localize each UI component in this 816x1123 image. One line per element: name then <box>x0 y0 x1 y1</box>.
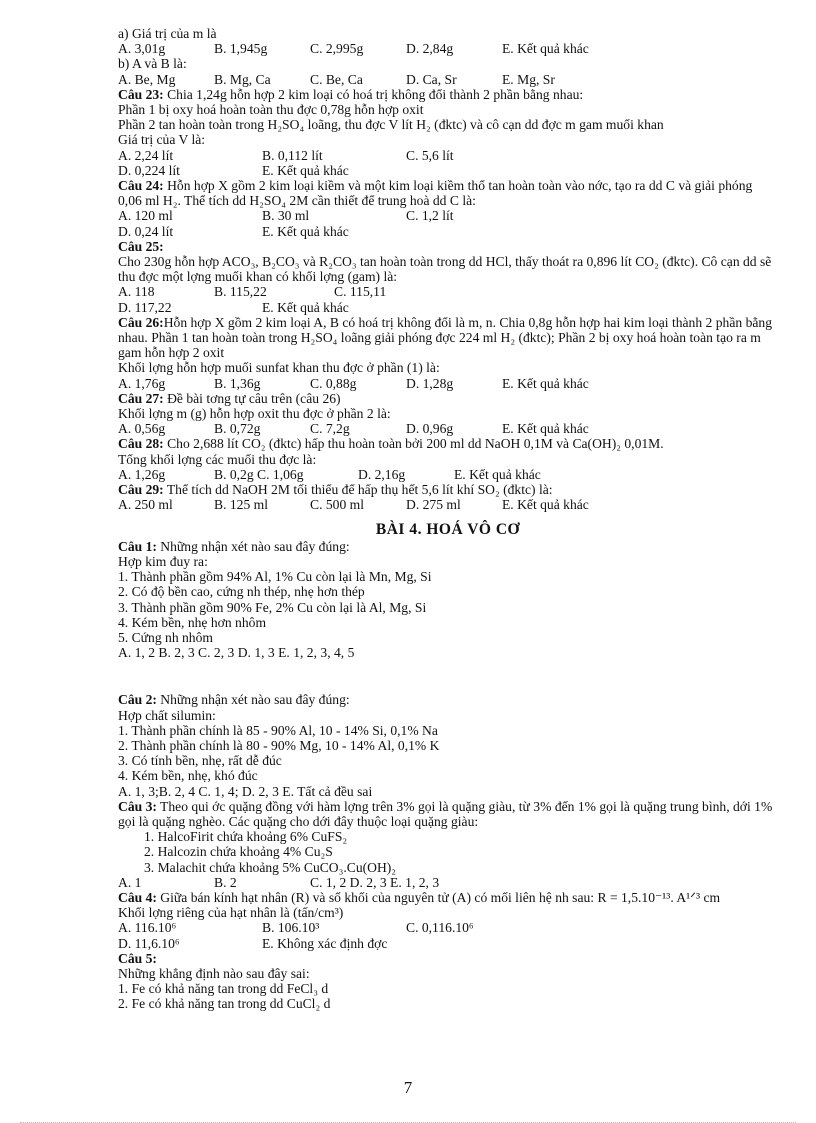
question-27: Câu 27: Đề bài tơng tự câu trên (câu 26) <box>118 390 341 406</box>
text-line: Hợp kim đuy ra: <box>118 553 208 569</box>
list-item: 2. Fe có khả năng tan trong dd CuCl₂ d <box>118 996 331 1012</box>
text-line: a) Giá trị của m là <box>118 26 217 41</box>
text-line: Khối lợng riêng của hạt nhân là (tấn/cm³) <box>118 905 344 921</box>
question-2: Câu 2: Những nhận xét nào sau đây đúng: <box>118 692 350 708</box>
question-3: Câu 3: Theo qui ớc quặng đồng với hàm lợng trên 3% gọi là quặng giàu, từ 3% đến 1% gọi là quặng trung bình, dới 1% gọi là quặng nghèo. Các quặng cho dới đây thuộc loại quặng giàu: <box>118 798 773 829</box>
section-heading: BÀI 4. HOÁ VÔ CƠ <box>375 520 521 538</box>
list-item: 1. Thành phần gồm 94% Al, 1% Cu còn lại là Mn, Mg, Si <box>118 569 432 585</box>
answer-options: D. 117,22 E. Kết quả khác <box>118 299 349 315</box>
text-line: Phần 2 tan hoàn toàn trong H₂SO₄ loãng, thu đợc V lít H₂ (đktc) và cô cạn dd đợc m gam muối khan <box>118 117 664 133</box>
text-line: Hợp chất silumin: <box>118 707 216 723</box>
question-1: Câu 1: Những nhận xét nào sau đây đúng: <box>118 538 350 554</box>
answer-options: A. 2,24 lít B. 0,112 lít C. 5,6 lít <box>118 147 454 163</box>
text-line: Những khẳng định nào sau đây sai: <box>118 965 310 981</box>
answer-options: A. 1, 3;B. 2, 4 C. 1, 4; D. 2, 3 E. Tất cả đều sai <box>118 783 373 799</box>
list-item: 1. HalcoFirit chứa khoảng 6% CuFS₂ <box>144 829 348 845</box>
answer-options: A. 3,01g B. 1,945g C. 2,995g D. 2,84g E. Kết quả khác <box>118 41 589 57</box>
question-23: Câu 23: Chia 1,24g hỗn hợp 2 kim loại có hoá trị không đổi thành 2 phần bằng nhau: <box>118 86 584 102</box>
text-line: Cho 230g hỗn hợp ACO₃, B₂CO₃ và R₂CO₃ tan hoàn toàn trong dd HCl, thấy thoát ra 0,896 lít CO₂ (đktc). Cô cạn dd sẽ thu đợc một lợng muối khan có khối lợng (gam) là: <box>118 254 772 285</box>
list-item: 4. Kém bền, nhẹ, khó đúc <box>118 768 258 784</box>
question-29: Câu 29: Thể tích dd NaOH 2M tối thiểu để hấp thụ hết 5,6 lít khí SO₂ (đktc) là: <box>118 482 553 498</box>
answer-options: A. 116.10⁶ B. 106.10³ C. 0,116.10⁶ <box>118 920 474 936</box>
text-line: b) A và B là: <box>118 56 187 72</box>
question-5: Câu 5: <box>118 950 157 966</box>
list-item: 5. Cứng nh nhôm <box>118 629 213 645</box>
text-line: Khối lợng m (g) hỗn hợp oxit thu đợc ở phần 2 là: <box>118 406 391 422</box>
answer-options: A. 1 B. 2 C. 1, 2 D. 2, 3 E. 1, 2, 3 <box>118 874 440 890</box>
question-28: Câu 28: Cho 2,688 lít CO₂ (đktc) hấp thu hoàn toàn bởi 200 ml dd NaOH 0,1M và Ca(OH)₂ 0,01M. <box>118 436 664 452</box>
answer-options: D. 0,24 lít E. Kết quả khác <box>118 223 349 239</box>
question-4: Câu 4: Giữa bán kính hạt nhân (R) và số khối của nguyên tử (A) có mối liên hệ nh sau: R = 1,5.10⁻¹³. A¹ᐟ³ cm <box>118 889 721 905</box>
list-item: 4. Kém bền, nhẹ hơn nhôm <box>118 614 267 630</box>
spacer <box>118 660 778 692</box>
list-item: 1. Thành phần chính là 85 - 90% Al, 10 - 14% Si, 0,1% Na <box>118 722 438 738</box>
answer-options: D. 11,6.10⁶ E. Không xác định đợc <box>118 935 388 951</box>
answer-options: A. 118 B. 115,22 C. 115,11 <box>118 284 387 300</box>
answer-options: A. Be, Mg B. Mg, Ca C. Be, Ca D. Ca, Sr E. Mg, Sr <box>118 71 555 87</box>
answer-options: A. 1, 2 B. 2, 3 C. 2, 3 D. 1, 3 E. 1, 2, 3, 4, 5 <box>118 645 355 661</box>
text-line: Khối lợng hỗn hợp muối sunfat khan thu đợc ở phần (1) là: <box>118 360 440 376</box>
answer-options: D. 0,224 lít E. Kết quả khác <box>118 162 349 178</box>
page-number: 7 <box>403 1078 413 1097</box>
document-page <box>118 26 778 1012</box>
answer-options: A. 1,76g B. 1,36g C. 0,88g D. 1,28g E. Kết quả khác <box>118 375 589 391</box>
question-25: Câu 25: <box>118 238 164 254</box>
text-line: Phần 1 bị oxy hoá hoàn toàn thu đợc 0,78g hỗn hợp oxit <box>118 102 424 118</box>
question-26: Câu 26:Hỗn hợp X gồm 2 kim loại A, B có hoá trị không đổi là m, n. Chia 0,8g hỗn hợp hai kim loại thành 2 phần bằng nhau. Phần 1 tan hoàn toàn trong H₂SO₄ loãng giải phóng đợc 224 ml H₂ (đktc); Phần 2 bị oxy hoá hoàn toàn tạo ra m gam hỗn hợp 2 oxit <box>118 314 772 361</box>
answer-options: A. 1,26g B. 0,2g C. 1,06g D. 2,16g E. Kết quả khác <box>118 466 541 482</box>
list-item: 2. Halcozin chứa khoảng 4% Cu₂S <box>144 844 333 860</box>
list-item: 2. Thành phần chính là 80 - 90% Mg, 10 - 14% Al, 0,1% K <box>118 737 440 753</box>
list-item: 3. Malachit chứa khoảng 5% CuCO₃.Cu(OH)₂ <box>144 859 397 875</box>
list-item: 1. Fe có khả năng tan trong dd FeCl₃ d <box>118 981 329 997</box>
answer-options: A. 120 ml B. 30 ml C. 1,2 lít <box>118 208 454 224</box>
list-item: 3. Thành phần gồm 90% Fe, 2% Cu còn lại là Al, Mg, Si <box>118 599 427 615</box>
answer-options: A. 250 ml B. 125 ml C. 500 ml D. 275 ml E. Kết quả khác <box>118 497 589 513</box>
answer-options: A. 0,56g B. 0,72g C. 7,2g D. 0,96g E. Kết quả khác <box>118 421 589 437</box>
list-item: 2. Có độ bền cao, cứng nh thép, nhẹ hơn thép <box>118 584 365 600</box>
text-line: Giá trị của V là: <box>118 132 206 148</box>
text-line: Tổng khối lợng các muối thu đợc là: <box>118 451 317 467</box>
question-24: Câu 24: Hỗn hợp X gồm 2 kim loại kiềm và một kim loại kiềm thổ tan hoàn toàn vào nớc, tạo ra dd C và giải phóng 0,06 ml H₂. Thể tích dd H₂SO₄ 2M cần thiết để trung hoà dd C là: <box>118 178 753 209</box>
list-item: 3. Có tính bền, nhẹ, rất dễ đúc <box>118 753 282 769</box>
